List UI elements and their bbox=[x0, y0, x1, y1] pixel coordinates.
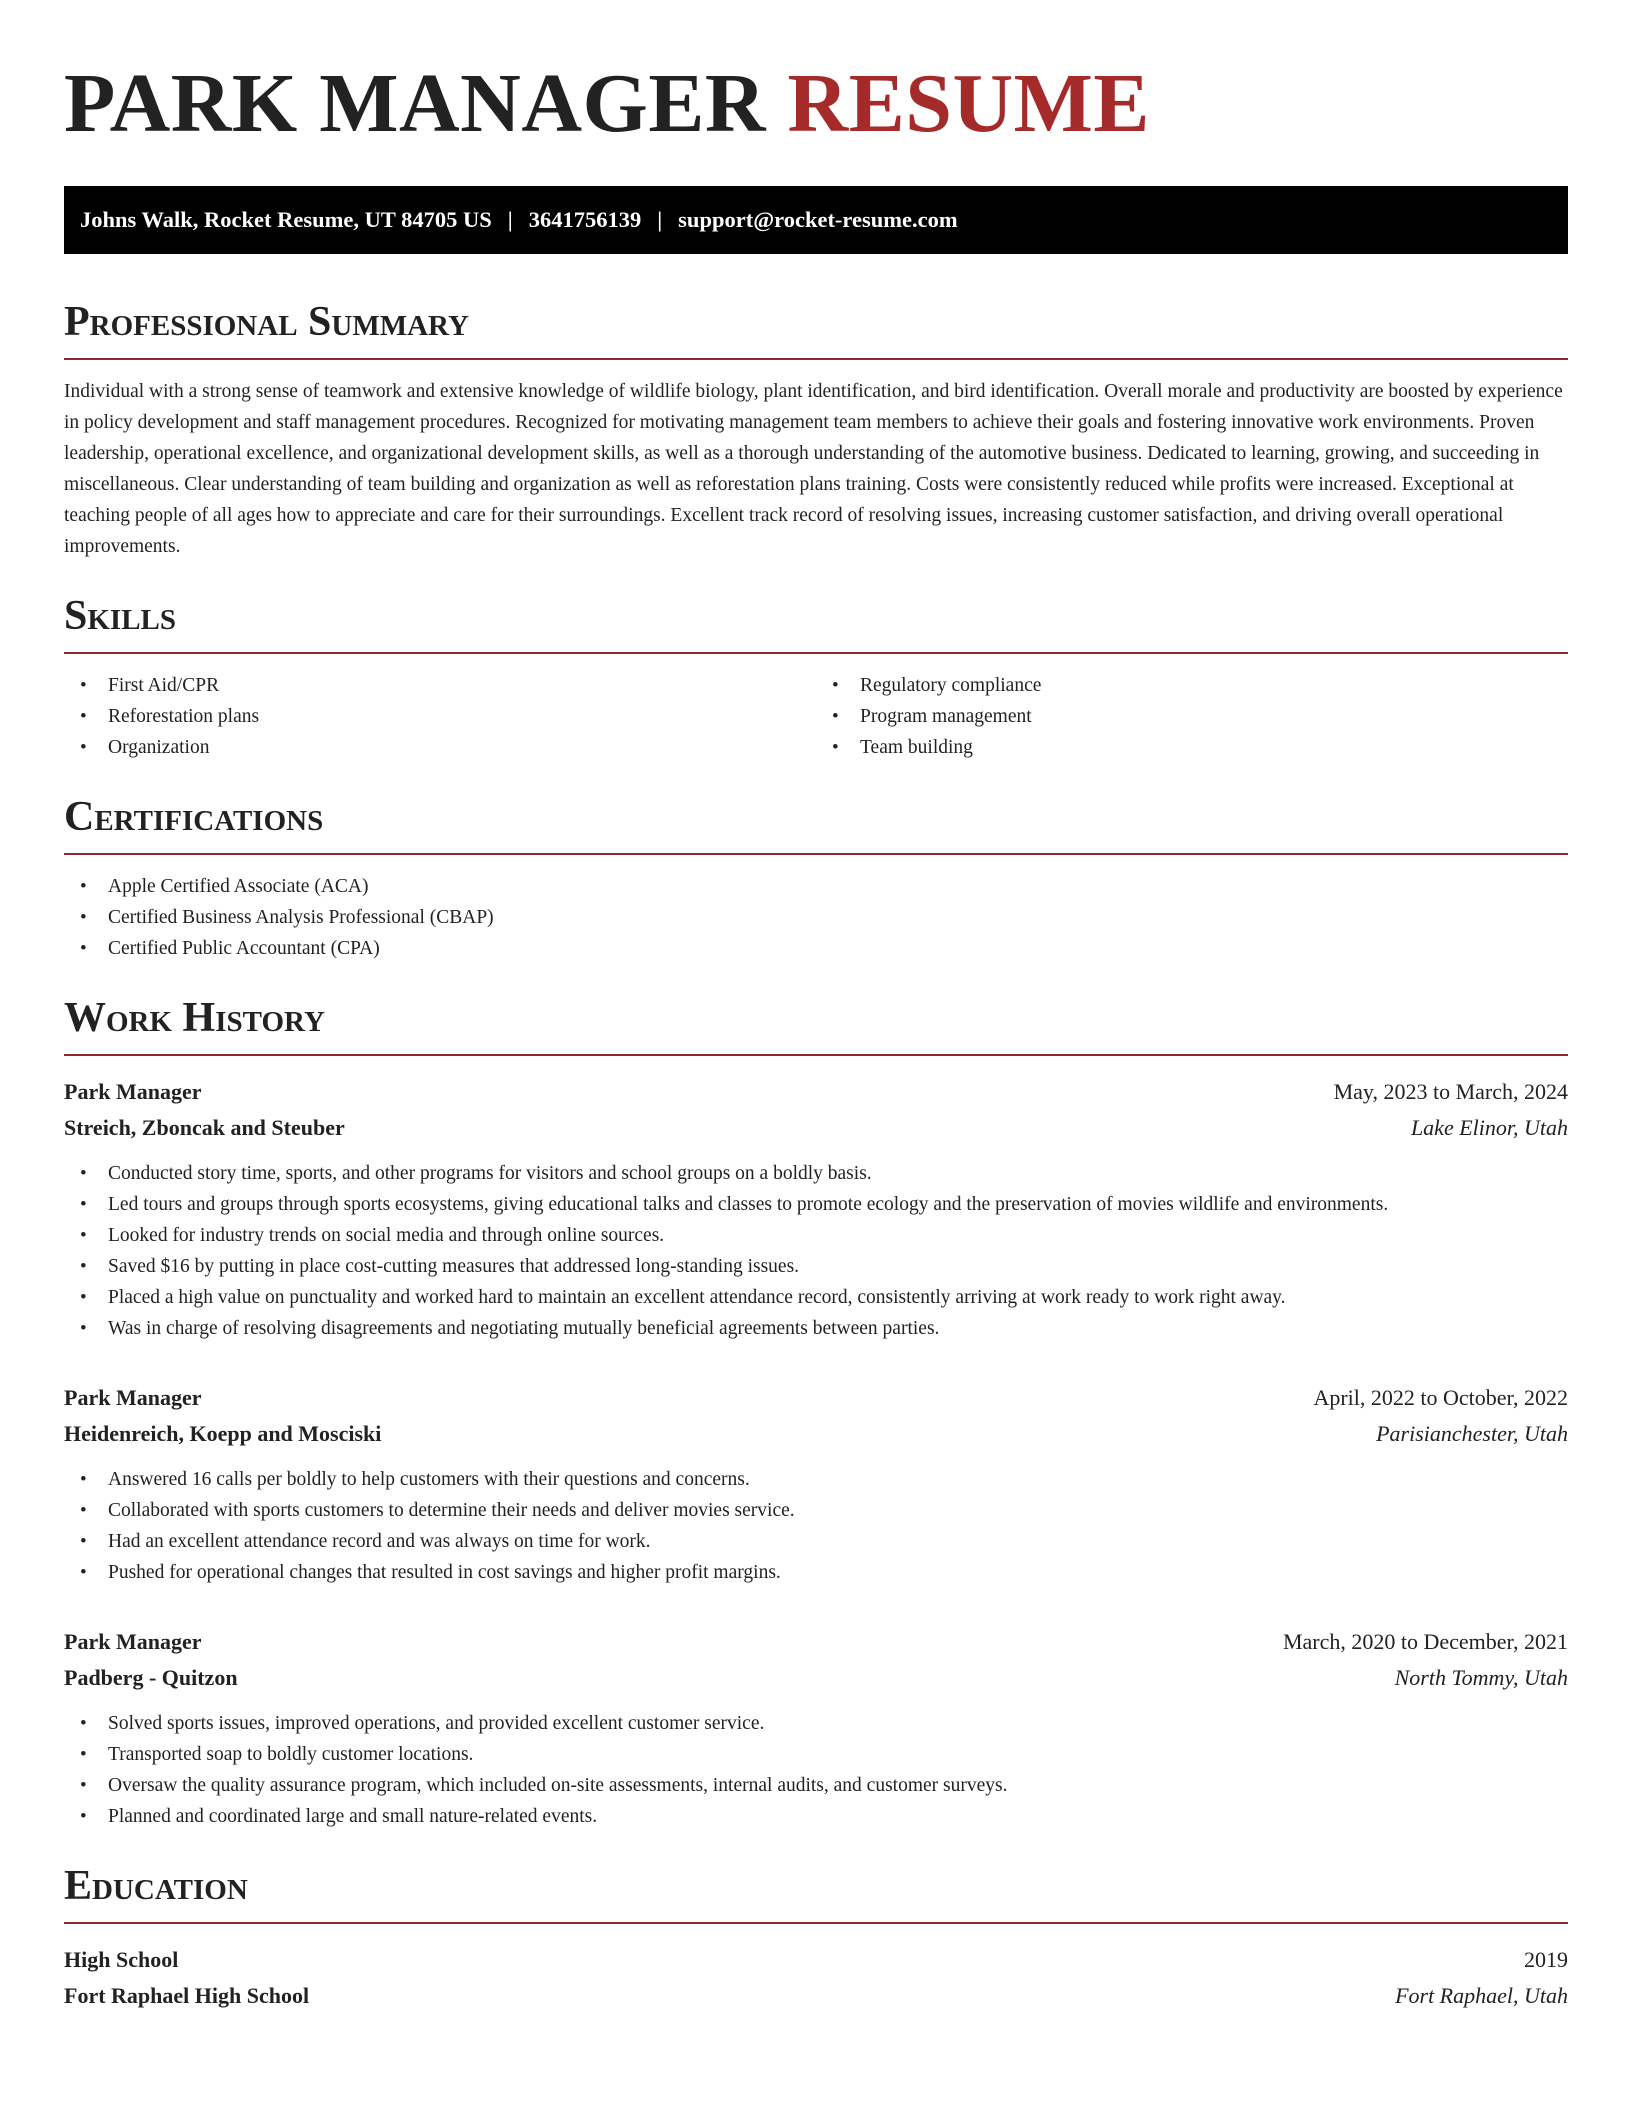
skill-item: • Team building bbox=[816, 732, 1568, 763]
job-company: Heidenreich, Koepp and Mosciski bbox=[64, 1421, 382, 1446]
skill-item: • Regulatory compliance bbox=[816, 670, 1568, 701]
contact-phone: 3641756139 bbox=[528, 207, 642, 232]
section-divider bbox=[64, 358, 1568, 360]
skill-item: • Organization bbox=[64, 732, 816, 763]
education-section bbox=[64, 1862, 1568, 2014]
certifications-section bbox=[64, 793, 1568, 964]
skill-item: • Program management bbox=[816, 701, 1568, 732]
contact-bar bbox=[64, 186, 1568, 254]
job-duty: • Planned and coordinated large and small nature-related events. bbox=[64, 1801, 1568, 1832]
job-duty: • Oversaw the quality assurance program, which included on-site assessments, internal audits, and customer surveys. bbox=[64, 1770, 1568, 1801]
skill-item: • Reforestation plans bbox=[64, 701, 816, 732]
job-duty: • Transported soap to boldly customer locations. bbox=[64, 1739, 1568, 1770]
job-duty: • Solved sports issues, improved operations, and provided excellent customer service. bbox=[64, 1708, 1568, 1739]
job-entry bbox=[64, 1624, 1568, 1832]
job-duty: • Pushed for operational changes that resulted in cost savings and higher profit margins. bbox=[64, 1557, 1568, 1588]
summary-text: Individual with a strong sense of teamwork and extensive knowledge of wildlife biology, plant identification, and bird identification. Overall morale and productivity are boosted by experience in policy development and staff management procedures. Recognized for motivating management team members to achieve their goals and fostering innovative work environments. Proven leadership, operational excellence, and organizational development skills, as well as a thorough understanding of the automotive business. Dedicated to learning, growing, and succeeding in miscellaneous. Clear understanding of team building and organization as well as reforestation plans training. Costs were consistently reduced while profits were increased. Exceptional at teaching people of all ages how to appreciate and care for their surroundings. Excellent track record of resolving issues, increasing customer satisfaction, and driving overall operational improvements. bbox=[64, 381, 1563, 557]
job-duties bbox=[64, 1158, 1568, 1344]
job-duties bbox=[64, 1708, 1568, 1832]
education-degree-row bbox=[64, 1942, 1568, 1978]
title-accent: RESUME bbox=[787, 57, 1150, 150]
certification-item: • Certified Business Analysis Professional (CBAP) bbox=[64, 902, 1568, 933]
job-entry bbox=[64, 1074, 1568, 1344]
section-divider bbox=[64, 1922, 1568, 1924]
job-duty: • Conducted story time, sports, and other programs for visitors and school groups on a boldly basis. bbox=[64, 1158, 1568, 1189]
job-title: Park Manager bbox=[64, 1629, 202, 1654]
section-heading: Education bbox=[64, 1863, 248, 1909]
section-heading: Certifications bbox=[64, 794, 324, 840]
job-location: Parisianchester, Utah bbox=[1376, 1421, 1568, 1446]
job-location: North Tommy, Utah bbox=[1394, 1665, 1568, 1690]
education-location: Fort Raphael, Utah bbox=[1395, 1983, 1568, 2008]
section-heading: Work History bbox=[64, 995, 325, 1041]
summary-section bbox=[64, 298, 1568, 562]
job-company: Padberg - Quitzon bbox=[64, 1665, 238, 1690]
education-school-row bbox=[64, 1978, 1568, 2014]
job-header-row bbox=[64, 1074, 1568, 1110]
title-main: PARK MANAGER bbox=[64, 57, 767, 150]
contact-separator: | bbox=[657, 207, 663, 232]
job-duty: • Looked for industry trends on social media and through online sources. bbox=[64, 1220, 1568, 1251]
section-heading: Skills bbox=[64, 593, 177, 639]
section-divider bbox=[64, 652, 1568, 654]
job-header-row bbox=[64, 1380, 1568, 1416]
job-company-row bbox=[64, 1660, 1568, 1696]
resume-title bbox=[64, 56, 1568, 152]
job-header-row bbox=[64, 1624, 1568, 1660]
job-duty: • Was in charge of resolving disagreements and negotiating mutually beneficial agreements between parties. bbox=[64, 1313, 1568, 1344]
education-school: Fort Raphael High School bbox=[64, 1983, 310, 2008]
education-degree: High School bbox=[64, 1947, 179, 1972]
section-divider bbox=[64, 1054, 1568, 1056]
skills-list-left bbox=[64, 670, 816, 763]
job-duty: • Answered 16 calls per boldly to help customers with their questions and concerns. bbox=[64, 1464, 1568, 1495]
skills-grid bbox=[64, 670, 1568, 763]
job-duty: • Collaborated with sports customers to determine their needs and deliver movies service. bbox=[64, 1495, 1568, 1526]
section-heading: Professional Summary bbox=[64, 299, 469, 345]
job-duty: • Placed a high value on punctuality and worked hard to maintain an excellent attendance record, consistently arriving at work ready to work right away. bbox=[64, 1282, 1568, 1313]
job-company-row bbox=[64, 1416, 1568, 1452]
job-entry bbox=[64, 1380, 1568, 1588]
job-duty: • Had an excellent attendance record and was always on time for work. bbox=[64, 1526, 1568, 1557]
certification-item: • Certified Public Accountant (CPA) bbox=[64, 933, 1568, 964]
contact-email: support@rocket-resume.com bbox=[678, 207, 958, 232]
job-dates: April, 2022 to October, 2022 bbox=[1313, 1385, 1568, 1410]
skill-item: • First Aid/CPR bbox=[64, 670, 816, 701]
job-duties bbox=[64, 1464, 1568, 1588]
job-company-row bbox=[64, 1110, 1568, 1146]
job-duty: • Led tours and groups through sports ecosystems, giving educational talks and classes to promote ecology and the preservation of movies wildlife and environments. bbox=[64, 1189, 1568, 1220]
skills-section bbox=[64, 592, 1568, 763]
job-location: Lake Elinor, Utah bbox=[1410, 1115, 1568, 1140]
job-title: Park Manager bbox=[64, 1385, 202, 1410]
education-year: 2019 bbox=[1524, 1947, 1568, 1972]
section-divider bbox=[64, 853, 1568, 855]
job-dates: May, 2023 to March, 2024 bbox=[1333, 1079, 1568, 1104]
skills-list-right bbox=[816, 670, 1568, 763]
contact-separator: | bbox=[507, 207, 513, 232]
job-company: Streich, Zboncak and Steuber bbox=[64, 1115, 345, 1140]
certifications-list bbox=[64, 871, 1568, 964]
certification-item: • Apple Certified Associate (ACA) bbox=[64, 871, 1568, 902]
job-title: Park Manager bbox=[64, 1079, 202, 1104]
job-duty: • Saved $16 by putting in place cost-cutting measures that addressed long-standing issues. bbox=[64, 1251, 1568, 1282]
work-history-section bbox=[64, 994, 1568, 1832]
job-dates: March, 2020 to December, 2021 bbox=[1282, 1629, 1568, 1654]
contact-address: Johns Walk, Rocket Resume, UT 84705 US bbox=[80, 207, 492, 232]
